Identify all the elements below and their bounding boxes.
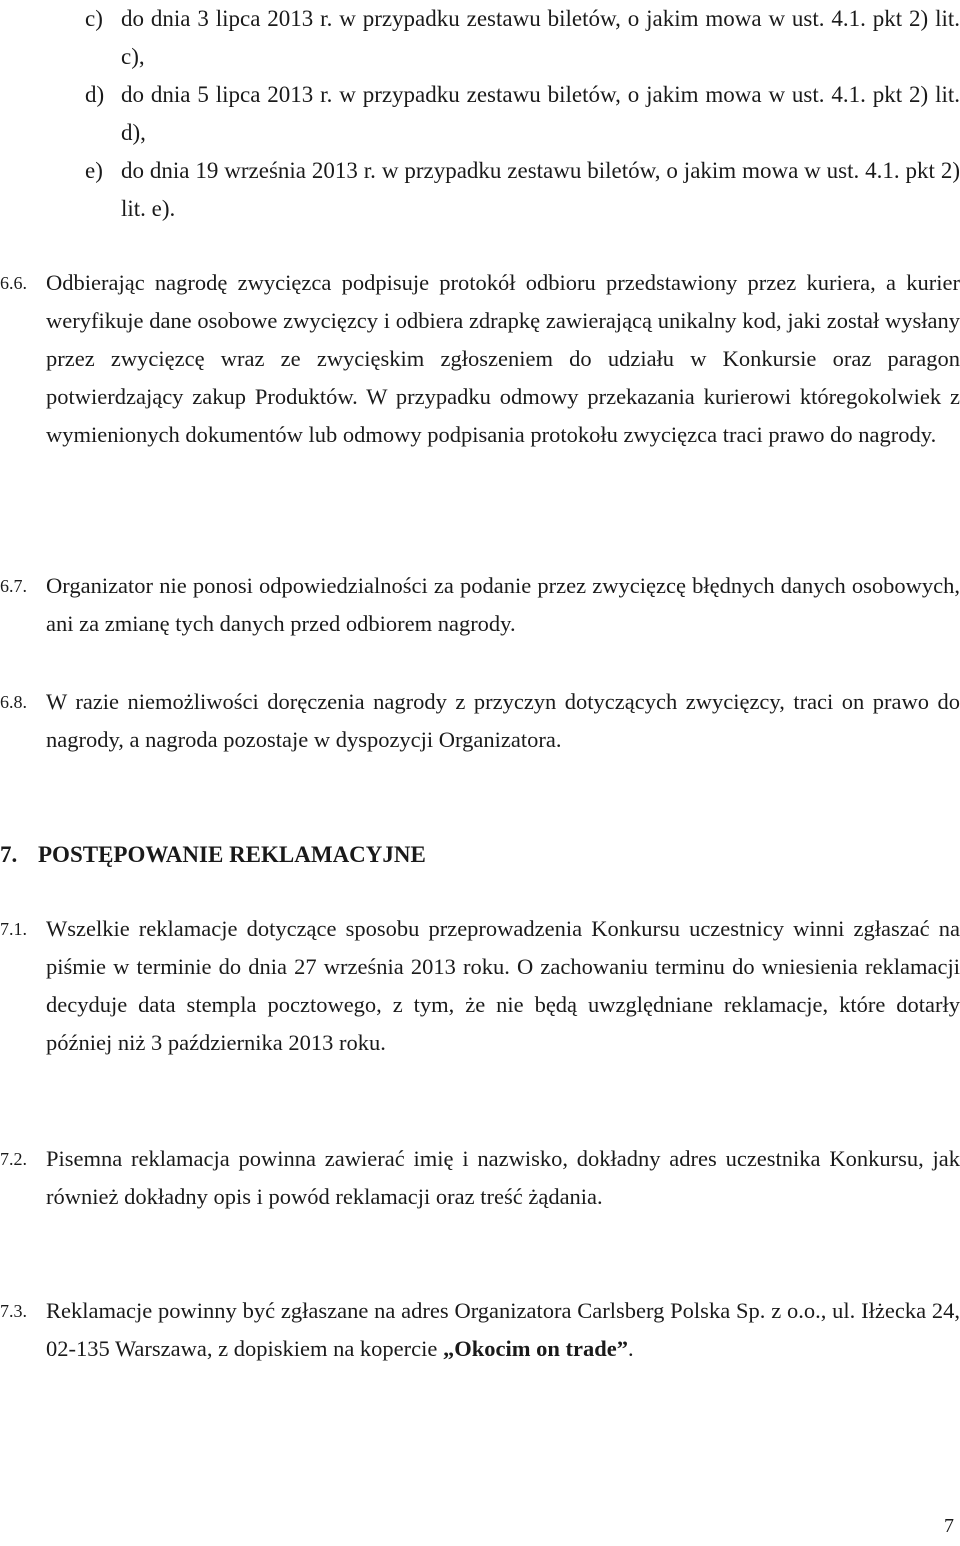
clause-number: 6.6. — [0, 273, 27, 293]
list-item-label: d) — [85, 82, 105, 107]
list-item-d — [85, 76, 960, 152]
clause-7-2 — [0, 1140, 960, 1216]
section-heading — [0, 836, 426, 874]
envelope-note: „Okocim on trade” — [443, 1336, 629, 1361]
clause-7-3 — [0, 1292, 960, 1368]
clause-number: 6.8. — [0, 692, 27, 712]
clause-text: Pisemna reklamacja powinna zawierać imię i nazwisko, dokładny adres uczestnika Konkursu, jak również dokładny opis i powód reklamacji oraz treść żądania. — [46, 1146, 960, 1209]
clause-text: Odbierając nagrodę zwycięzca podpisuje protokół odbioru przedstawiony przez kuriera, a kurier weryfikuje dane osobowe zwycięzcy i odbiera zdrapkę zawierającą unikalny kod, jaki został wysłany przez zwycięzcę wraz ze zwycięskim zgłoszeniem do udziału w Konkursie oraz paragon potwierdzający zakup Produktów. W przypadku odmowy przekazania kurierowi któregokolwiek z wymienionych dokumentów lub odmowy podpisania protokołu zwycięzca traci prawo do nagrody. — [46, 270, 960, 447]
list-item-text: do dnia 3 lipca 2013 r. w przypadku zestawu biletów, o jakim mowa w ust. 4.1. pkt 2) lit. c), — [121, 6, 960, 69]
clause-text — [0, 1292, 960, 1368]
clause-6-8 — [0, 683, 960, 759]
section-number: 7. — [0, 842, 18, 867]
clause-6-7 — [0, 567, 960, 643]
clause-text-body: Reklamacje powinny być zgłaszane na adres Organizatora Carlsberg Polska Sp. z o.o., ul. Iłżecka 24, 02-135 Warszawa, z dopiskiem na kopercie — [46, 1298, 960, 1361]
section-title: POSTĘPOWANIE REKLAMACYJNE — [38, 842, 426, 867]
clause-text: Wszelkie reklamacje dotyczące sposobu przeprowadzenia Konkursu uczestnicy winni zgłaszać na piśmie w terminie do dnia 27 września 2013 roku. O zachowaniu terminu do wniesienia reklamacji decyduje data stempla pocztowego, z tym, że nie będą uwzględniane reklamacje, które dotarły później niż 3 października 2013 roku. — [46, 916, 960, 1055]
clause-number: 7.3. — [0, 1301, 27, 1321]
list-item-text: do dnia 19 września 2013 r. w przypadku zestawu biletów, o jakim mowa w ust. 4.1. pkt 2) lit. e). — [121, 158, 960, 221]
clause-text: W razie niemożliwości doręczenia nagrody z przyczyn dotyczących zwycięzcy, traci on prawo do nagrody, a nagroda pozostaje w dyspozycji Organizatora. — [46, 689, 960, 752]
page-number: 7 — [944, 1515, 954, 1537]
clause-number: 7.1. — [0, 919, 27, 939]
clause-text: Organizator nie ponosi odpowiedzialności za podanie przez zwycięzcę błędnych danych osobowych, ani za zmianę tych danych przed odbiorem nagrody. — [46, 573, 960, 636]
list-item-label: c) — [85, 6, 103, 31]
clause-number: 7.2. — [0, 1149, 27, 1169]
list-item-e — [85, 152, 960, 228]
list-item-c — [85, 0, 960, 76]
clause-7-1 — [0, 910, 960, 1062]
list-item-text: do dnia 5 lipca 2013 r. w przypadku zestawu biletów, o jakim mowa w ust. 4.1. pkt 2) lit. d), — [121, 82, 960, 145]
clause-text-end: . — [628, 1336, 634, 1361]
clause-6-6 — [0, 264, 960, 454]
clause-number: 6.7. — [0, 576, 27, 596]
list-item-label: e) — [85, 158, 103, 183]
